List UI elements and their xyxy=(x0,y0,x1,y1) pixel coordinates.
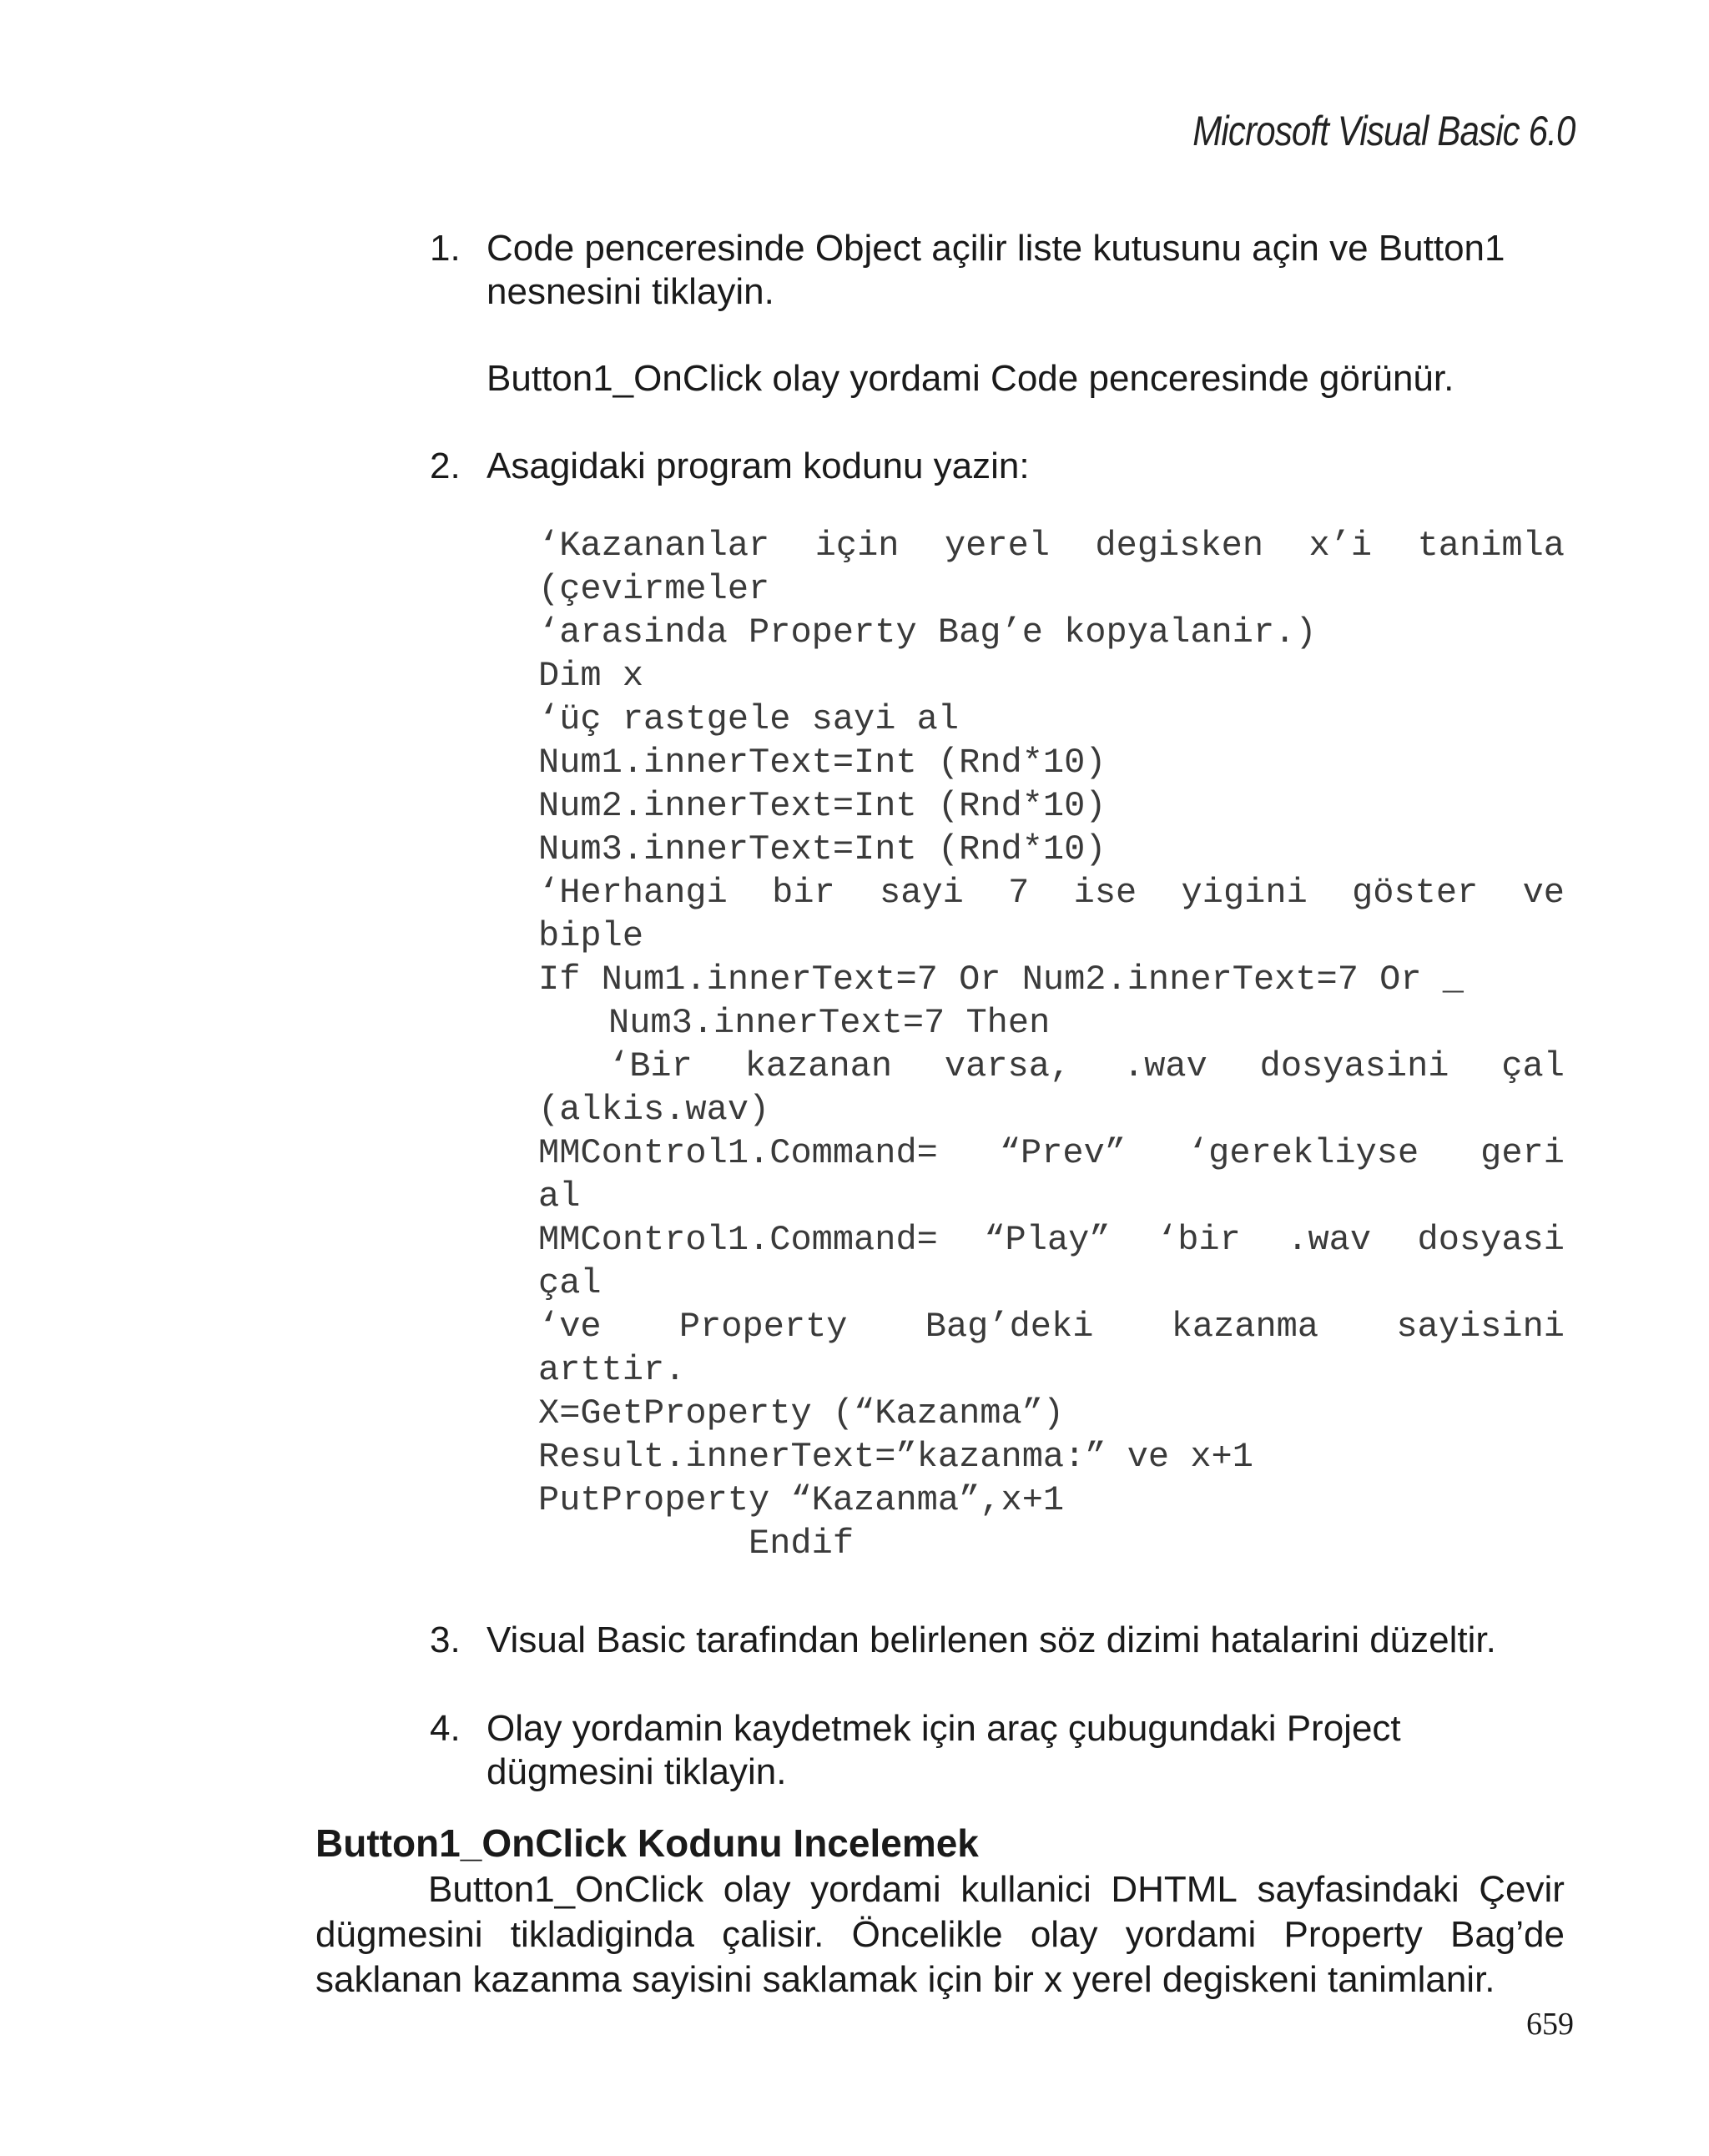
paragraph-word: olay xyxy=(1030,1914,1098,1955)
step-line: Olay yordamin kaydetmek için araç çubugundaki Project xyxy=(486,1708,1401,1749)
paragraph-word: sayfasindaki xyxy=(1257,1869,1459,1910)
code-line xyxy=(538,524,1565,567)
step-line: Code penceresinde Object açilir liste kutusunu açin ve Button1 xyxy=(486,228,1505,269)
code-word: bir xyxy=(772,873,835,913)
section-paragraph xyxy=(315,1867,1565,2002)
code-word: yigini xyxy=(1181,873,1308,913)
code-word: .wav xyxy=(1122,1046,1207,1086)
code-word: ‘Kazananlar xyxy=(538,526,770,566)
code-line: ‘üç rastgele sayi al xyxy=(538,699,960,739)
paragraph-word: tikladiginda xyxy=(510,1914,694,1955)
code-word: ‘bir xyxy=(1157,1220,1241,1260)
paragraph-line xyxy=(315,1867,1565,1912)
step-number: 2. xyxy=(430,446,461,486)
code-line: (alkis.wav) xyxy=(538,1090,770,1130)
code-word: kazanma xyxy=(1171,1307,1319,1347)
step-number: 3. xyxy=(430,1620,461,1660)
step-text xyxy=(486,1707,1571,1794)
code-line: biple xyxy=(538,916,644,956)
code-word: ‘Bir xyxy=(608,1046,693,1086)
code-word: dosyasini xyxy=(1259,1046,1449,1086)
paragraph-word: dügmesini xyxy=(315,1914,483,1955)
code-word: çal xyxy=(1501,1046,1565,1086)
code-line xyxy=(538,1305,1565,1348)
step-line: Button1_OnClick olay yordami Code penceresinde görünür. xyxy=(486,358,1454,399)
paragraph-word: çalisir. xyxy=(722,1914,824,1955)
step-line: nesnesini tiklayin. xyxy=(486,271,774,312)
code-line: çal xyxy=(538,1263,602,1303)
code-block xyxy=(538,524,1565,1565)
code-line xyxy=(538,1218,1565,1262)
code-word: Bag’deki xyxy=(925,1307,1094,1347)
code-word: tanimla xyxy=(1417,526,1565,566)
step-line: Asagidaki program kodunu yazin: xyxy=(486,446,1030,486)
code-word: göster xyxy=(1352,873,1479,913)
code-word: ve xyxy=(1522,873,1565,913)
code-word: “Play” xyxy=(984,1220,1111,1260)
code-line: (çevirmeler xyxy=(538,569,770,609)
step-text xyxy=(486,445,1571,488)
code-word: .wav xyxy=(1287,1220,1372,1260)
paragraph-word: DHTML xyxy=(1111,1869,1238,1910)
code-line: al xyxy=(538,1176,581,1217)
code-word: “Prev” xyxy=(999,1133,1127,1173)
code-word: 7 xyxy=(1008,873,1030,913)
code-word: sayi xyxy=(880,873,964,913)
paragraph-word: Button1_OnClick xyxy=(428,1869,704,1910)
code-word: ‘ve xyxy=(538,1307,602,1347)
code-line: X=GetProperty (“Kazanma”) xyxy=(538,1393,1065,1433)
paragraph-word: yordami xyxy=(1125,1914,1257,1955)
code-word: kazanan xyxy=(744,1046,893,1086)
step-number: 4. xyxy=(430,1708,461,1749)
code-word: dosyasi xyxy=(1417,1220,1565,1260)
code-line: Num1.innerText=Int (Rnd*10) xyxy=(538,743,1107,783)
code-word: geri xyxy=(1480,1133,1565,1173)
code-line: If Num1.innerText=7 Or Num2.innerText=7 Or _ xyxy=(538,960,1464,1000)
code-line: Endif xyxy=(749,1524,854,1564)
paragraph-word: kullanici xyxy=(960,1869,1091,1910)
paragraph-word: yordami xyxy=(810,1869,941,1910)
paragraph-word: Bag’de xyxy=(1449,1914,1565,1955)
step-text xyxy=(486,227,1571,314)
code-word: ‘gerekliyse xyxy=(1187,1133,1419,1173)
code-line: Dim x xyxy=(538,656,644,696)
running-header: Microsoft Visual Basic 6.0 xyxy=(1192,108,1575,154)
paragraph-line xyxy=(315,1912,1565,1957)
paragraph-word: Property xyxy=(1283,1914,1423,1955)
code-word: MMControl1.Command= xyxy=(538,1220,938,1260)
paragraph-line: saklanan kazanma sayisini saklamak için bir x yerel degiskeni tanimlanir. xyxy=(315,1959,1495,2000)
code-word: için xyxy=(814,526,900,566)
code-line xyxy=(538,871,1565,914)
step-text xyxy=(486,357,1571,400)
page-number: 659 xyxy=(1526,2007,1574,2042)
code-word: varsa, xyxy=(944,1046,1071,1086)
section-heading: Button1_OnClick Kodunu Incelemek xyxy=(315,1821,979,1865)
code-line: Result.innerText=”kazanma:” ve x+1 xyxy=(538,1437,1253,1477)
code-word: x’i xyxy=(1308,526,1373,566)
code-word: degisken xyxy=(1095,526,1264,566)
step-line: Visual Basic tarafindan belirlenen söz dizimi hatalarini düzeltir. xyxy=(486,1620,1496,1660)
code-line: Num2.innerText=Int (Rnd*10) xyxy=(538,786,1107,826)
code-word: sayisini xyxy=(1396,1307,1565,1347)
step-text xyxy=(486,1619,1571,1662)
code-word: ise xyxy=(1073,873,1137,913)
paragraph-word: Öncelikle xyxy=(851,1914,1003,1955)
paragraph-word: Çevir xyxy=(1479,1869,1565,1910)
code-word: Property xyxy=(678,1307,848,1347)
code-line: PutProperty “Kazanma”,x+1 xyxy=(538,1480,1065,1520)
code-word: ‘Herhangi xyxy=(538,873,728,913)
step-number: 1. xyxy=(430,228,461,269)
code-word: MMControl1.Command= xyxy=(538,1133,938,1173)
code-word: yerel xyxy=(944,526,1050,566)
code-line: ‘arasinda Property Bag’e kopyalanir.) xyxy=(538,612,1317,652)
code-line xyxy=(538,1131,1565,1175)
code-line xyxy=(538,1045,1565,1088)
code-line: Num3.innerText=Int (Rnd*10) xyxy=(538,829,1107,869)
code-line: Num3.innerText=7 Then xyxy=(608,1003,1051,1043)
paragraph-word: olay xyxy=(723,1869,791,1910)
step-line: dügmesini tiklayin. xyxy=(486,1751,787,1792)
code-line: arttir. xyxy=(538,1350,686,1390)
